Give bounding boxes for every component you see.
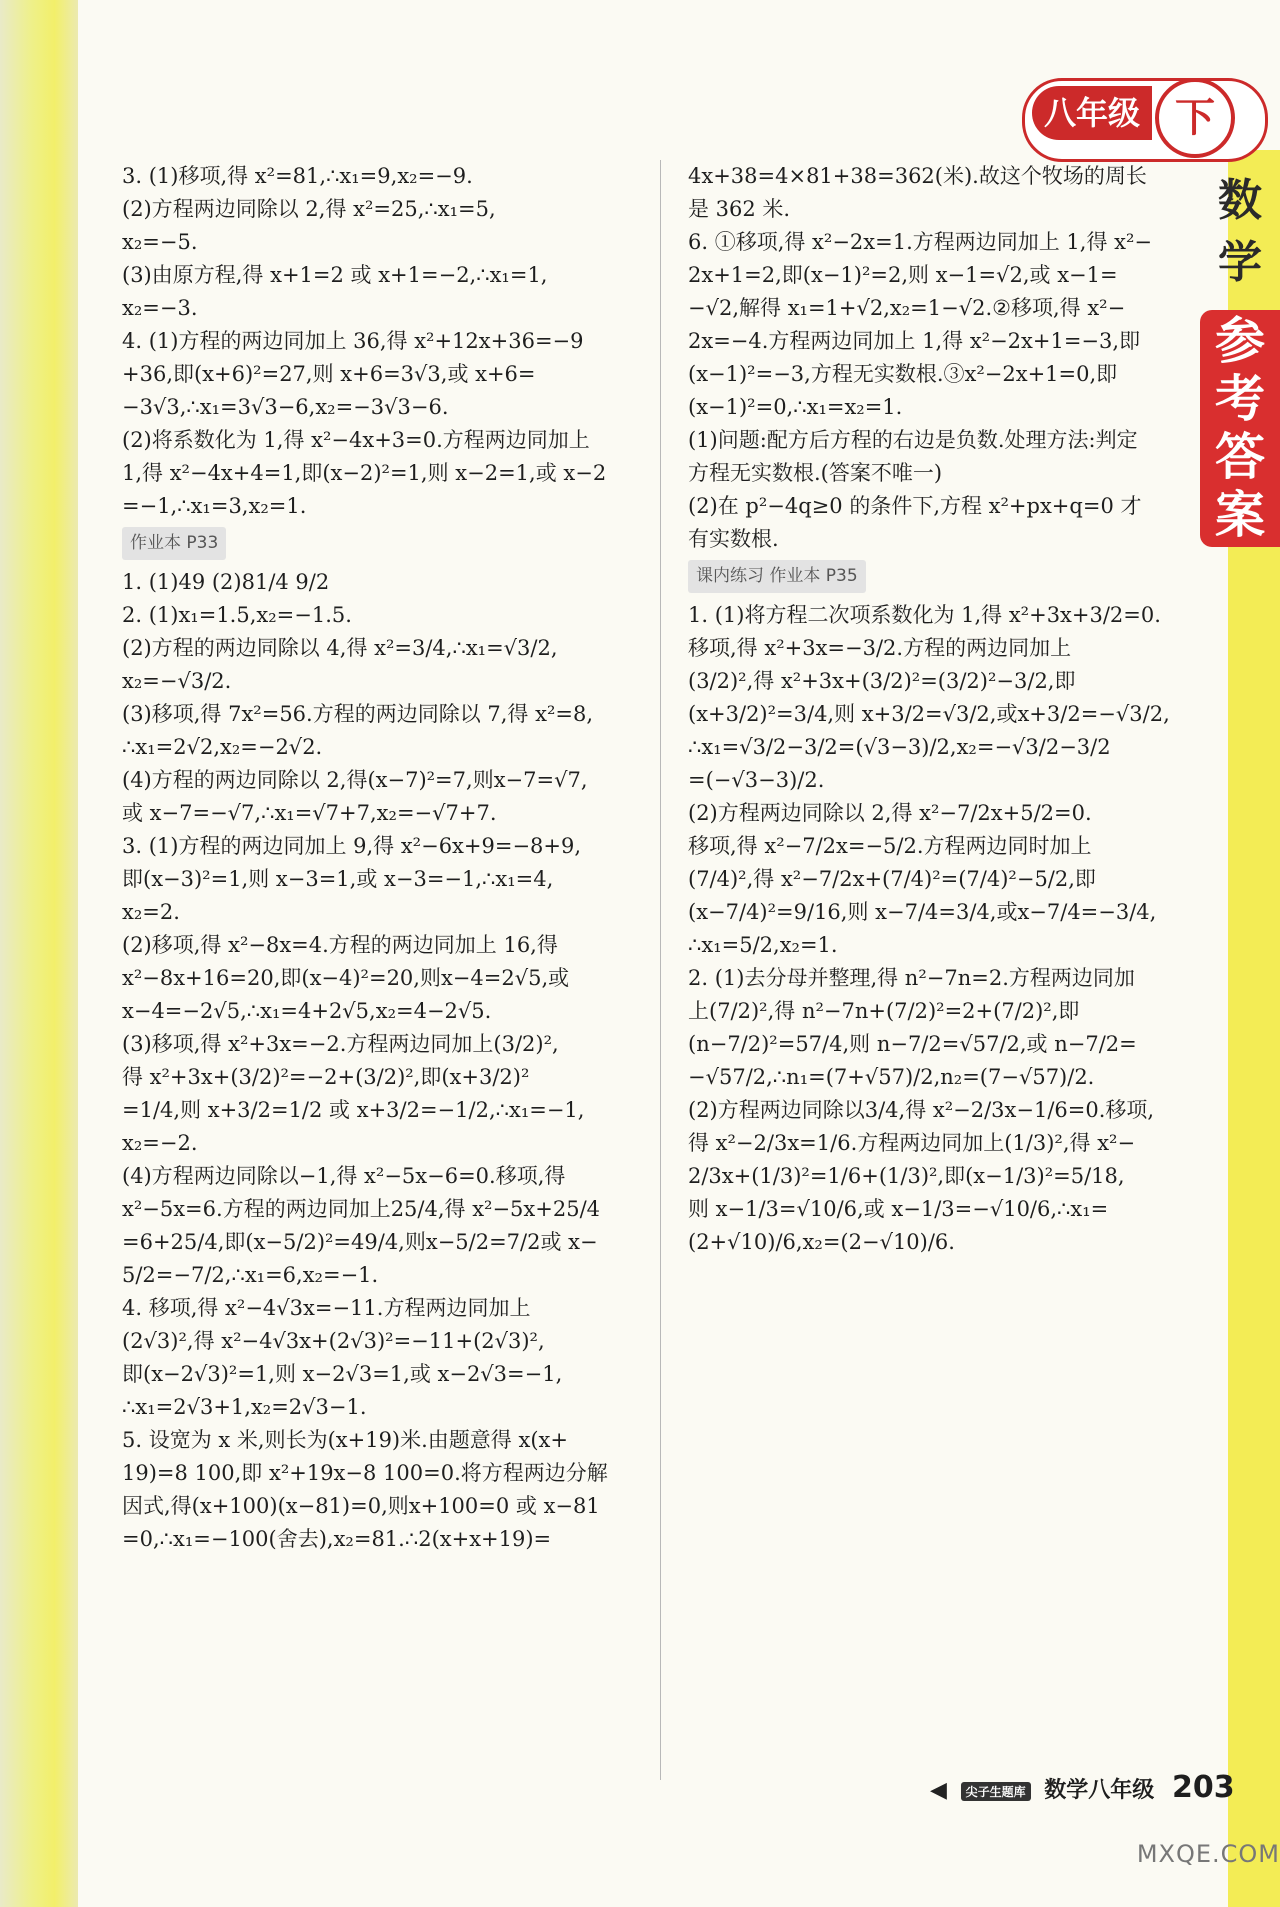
answer-tab-char: 考 [1215, 369, 1265, 428]
answer-line: 方程无实数根.(答案不唯一) [688, 461, 943, 485]
answer-tab-char: 答 [1215, 427, 1265, 486]
answer-line: x₂=−√3/2. [122, 669, 232, 693]
answer-line: ∴x₁=2√3+1,x₂=2√3−1. [122, 1395, 367, 1419]
answer-line: 3. (1)方程的两边同加上 9,得 x²−6x+9=−8+9, [122, 834, 582, 858]
left-margin-strip [0, 0, 78, 1907]
answer-line: 移项,得 x²−7/2x=−5/2.方程两边同时加上 [688, 834, 1092, 858]
subject-char: 数 [1218, 175, 1262, 226]
answer-line: (2)方程的两边同除以 4,得 x²=3/4,∴x₁=√3/2, [122, 636, 558, 660]
answer-line: 即(x−2√3)²=1,则 x−2√3=1,或 x−2√3=−1, [122, 1362, 563, 1386]
answer-line: x−4=−2√5,∴x₁=4+2√5,x₂=4−2√5. [122, 999, 492, 1023]
answer-line: 1. (1)将方程二次项系数化为 1,得 x²+3x+3/2=0. [688, 603, 1161, 627]
answer-line: 或 x−7=−√7,∴x₁=√7+7,x₂=−√7+7. [122, 801, 497, 825]
answer-line: (7/4)²,得 x²−7/2x+(7/4)²=(7/4)²−5/2,即 [688, 867, 1096, 891]
answer-line: 4. 移项,得 x²−4√3x=−11.方程两边同加上 [122, 1296, 531, 1320]
answer-line: 移项,得 x²+3x=−3/2.方程的两边同加上 [688, 636, 1072, 660]
series-badge: 尖子生题库 [961, 1782, 1031, 1801]
answer-line: (2)方程两边同除以 2,得 x²−7/2x+5/2=0. [688, 801, 1092, 825]
answer-line: x₂=−3. [122, 296, 198, 320]
answer-line: ∴x₁=5/2,x₂=1. [688, 933, 838, 957]
answer-line: 2x=−4.方程两边同加上 1,得 x²−2x+1=−3,即 [688, 329, 1141, 353]
answer-line: 5/2=−7/2,∴x₁=6,x₂=−1. [122, 1263, 379, 1287]
answer-line: (3/2)²,得 x²+3x+(3/2)²=(3/2)²−3/2,即 [688, 669, 1076, 693]
answer-line: 即(x−3)²=1,则 x−3=1,或 x−3=−1,∴x₁=4, [122, 867, 554, 891]
answer-line: 6. ①移项,得 x²−2x=1.方程两边同加上 1,得 x²− [688, 230, 1152, 254]
answer-line: =1/4,则 x+3/2=1/2 或 x+3/2=−1/2,∴x₁=−1, [122, 1098, 585, 1122]
answer-line: +36,即(x+6)²=27,则 x+6=3√3,或 x+6= [122, 362, 536, 386]
answer-line: =0,∴x₁=−100(舍去),x₂=81.∴2(x+x+19)= [122, 1527, 552, 1551]
answer-line: (2)在 p²−4q≥0 的条件下,方程 x²+px+q=0 才 [688, 494, 1142, 518]
section-heading-label: 作业本 P33 [122, 527, 226, 560]
answer-line: 得 x²+3x+(3/2)²=−2+(3/2)²,即(x+3/2)² [122, 1065, 530, 1089]
answer-line: ∴x₁=2√2,x₂=−2√2. [122, 735, 323, 759]
answer-tab-char: 案 [1215, 485, 1265, 544]
page-footer [930, 1770, 1235, 1805]
answer-line: (4)方程两边同除以−1,得 x²−5x−6=0.移项,得 [122, 1164, 566, 1188]
answer-line: (2)方程两边同除以 2,得 x²=25,∴x₁=5, [122, 197, 496, 221]
subject-char: 学 [1218, 237, 1262, 288]
volume-badge: 下 [1155, 78, 1235, 158]
answer-line: (3)移项,得 7x²=56.方程的两边同除以 7,得 x²=8, [122, 702, 593, 726]
answer-line: 2. (1)x₁=1.5,x₂=−1.5. [122, 603, 352, 627]
column-divider [660, 160, 661, 1780]
section-heading [122, 523, 642, 566]
answer-line: (2+√10)/6,x₂=(2−√10)/6. [688, 1230, 955, 1254]
answer-line: (x−7/4)²=9/16,则 x−7/4=3/4,或x−7/4=−3/4, [688, 900, 1157, 924]
answer-tab-char: 参 [1215, 311, 1265, 370]
answer-line: x₂=−2. [122, 1131, 198, 1155]
answer-line: (2)方程两边同除以3/4,得 x²−2/3x−1/6=0.移项, [688, 1098, 1155, 1122]
answer-line: 19)=8 100,即 x²+19x−8 100=0.将方程两边分解 [122, 1461, 608, 1485]
answer-line: =(−√3−3)/2. [688, 768, 825, 792]
answer-line: 上(7/2)²,得 n²−7n+(7/2)²=2+(7/2)²,即 [688, 999, 1080, 1023]
answer-line: (x+3/2)²=3/4,则 x+3/2=√3/2,或x+3/2=−√3/2, [688, 702, 1170, 726]
page-number: 203 [1171, 1770, 1235, 1805]
answer-line: (2)将系数化为 1,得 x²−4x+3=0.方程两边同加上 [122, 428, 590, 452]
answer-line: 2/3x+(1/3)²=1/6+(1/3)²,即(x−1/3)²=5/18, [688, 1164, 1125, 1188]
answer-line: 则 x−1/3=√10/6,或 x−1/3=−√10/6,∴x₁= [688, 1197, 1109, 1221]
section-heading-label: 课内练习 作业本 P35 [688, 560, 866, 593]
answer-line: (3)由原方程,得 x+1=2 或 x+1=−2,∴x₁=1, [122, 263, 548, 287]
section-heading [688, 556, 1188, 599]
answer-line: 有实数根. [688, 527, 779, 551]
answer-line: x₂=−5. [122, 230, 198, 254]
answer-line: (2)移项,得 x²−8x=4.方程的两边同加上 16,得 [122, 933, 558, 957]
answer-line: −√2,解得 x₁=1+√2,x₂=1−√2.②移项,得 x²− [688, 296, 1126, 320]
answer-line: 3. (1)移项,得 x²=81,∴x₁=9,x₂=−9. [122, 164, 473, 188]
answer-line: (x−1)²=0,∴x₁=x₂=1. [688, 395, 903, 419]
answer-line: 1. (1)49 (2)81/4 9/2 [122, 570, 330, 594]
answer-line: 得 x²−2/3x=1/6.方程两边同加上(1/3)²,得 x²− [688, 1131, 1136, 1155]
answer-line: 是 362 米. [688, 197, 791, 221]
arrow-left-icon: ◀ [930, 1778, 947, 1803]
answer-line: =6+25/4,即(x−5/2)²=49/4,则x−5/2=7/2或 x− [122, 1230, 598, 1254]
answer-line: =−1,∴x₁=3,x₂=1. [122, 494, 307, 518]
answer-line: (x−1)²=−3,方程无实数根.③x²−2x+1=0,即 [688, 362, 1118, 386]
answer-line: 2. (1)去分母并整理,得 n²−7n=2.方程两边同加 [688, 966, 1135, 990]
answer-line: 4x+38=4×81+38=362(米).故这个牧场的周长 [688, 164, 1147, 188]
answer-line: (2√3)²,得 x²−4√3x+(2√3)²=−11+(2√3)², [122, 1329, 545, 1353]
footer-label: 数学八年级 [1044, 1778, 1155, 1803]
right-answer-column [688, 160, 1188, 1259]
answer-line: x²−5x=6.方程的两边同加上25/4,得 x²−5x+25/4 [122, 1197, 601, 1221]
left-answer-column [122, 160, 642, 1556]
answer-line: (3)移项,得 x²+3x=−2.方程两边同加上(3/2)², [122, 1032, 559, 1056]
answer-line: ∴x₁=√3/2−3/2=(√3−3)/2,x₂=−√3/2−3/2 [688, 735, 1111, 759]
answer-line: −3√3,∴x₁=3√3−6,x₂=−3√3−6. [122, 395, 449, 419]
answer-line: 4. (1)方程的两边同加上 36,得 x²+12x+36=−9 [122, 329, 584, 353]
answer-line: 5. 设宽为 x 米,则长为(x+19)米.由题意得 x(x+ [122, 1428, 568, 1452]
watermark: MXQE.COM [1136, 1840, 1280, 1868]
subject-label [1205, 170, 1275, 294]
answer-line: 因式,得(x+100)(x−81)=0,则x+100=0 或 x−81 [122, 1494, 600, 1518]
answer-line: (1)问题:配方后方程的右边是负数.处理方法:判定 [688, 428, 1138, 452]
answer-line: x²−8x+16=20,即(x−4)²=20,则x−4=2√5,或 [122, 966, 570, 990]
answer-line: x₂=2. [122, 900, 180, 924]
answer-line: 1,得 x²−4x+4=1,即(x−2)²=1,则 x−2=1,或 x−2 [122, 461, 607, 485]
answer-line: 2x+1=2,即(x−1)²=2,则 x−1=√2,或 x−1= [688, 263, 1118, 287]
answer-line: (4)方程的两边同除以 2,得(x−7)²=7,则x−7=√7, [122, 768, 588, 792]
answer-line: −√57/2,∴n₁=(7+√57)/2,n₂=(7−√57)/2. [688, 1065, 1095, 1089]
answer-line: (n−7/2)²=57/4,则 n−7/2=√57/2,或 n−7/2= [688, 1032, 1137, 1056]
grade-label: 八年级 [1032, 86, 1152, 140]
answer-tab [1200, 310, 1280, 547]
